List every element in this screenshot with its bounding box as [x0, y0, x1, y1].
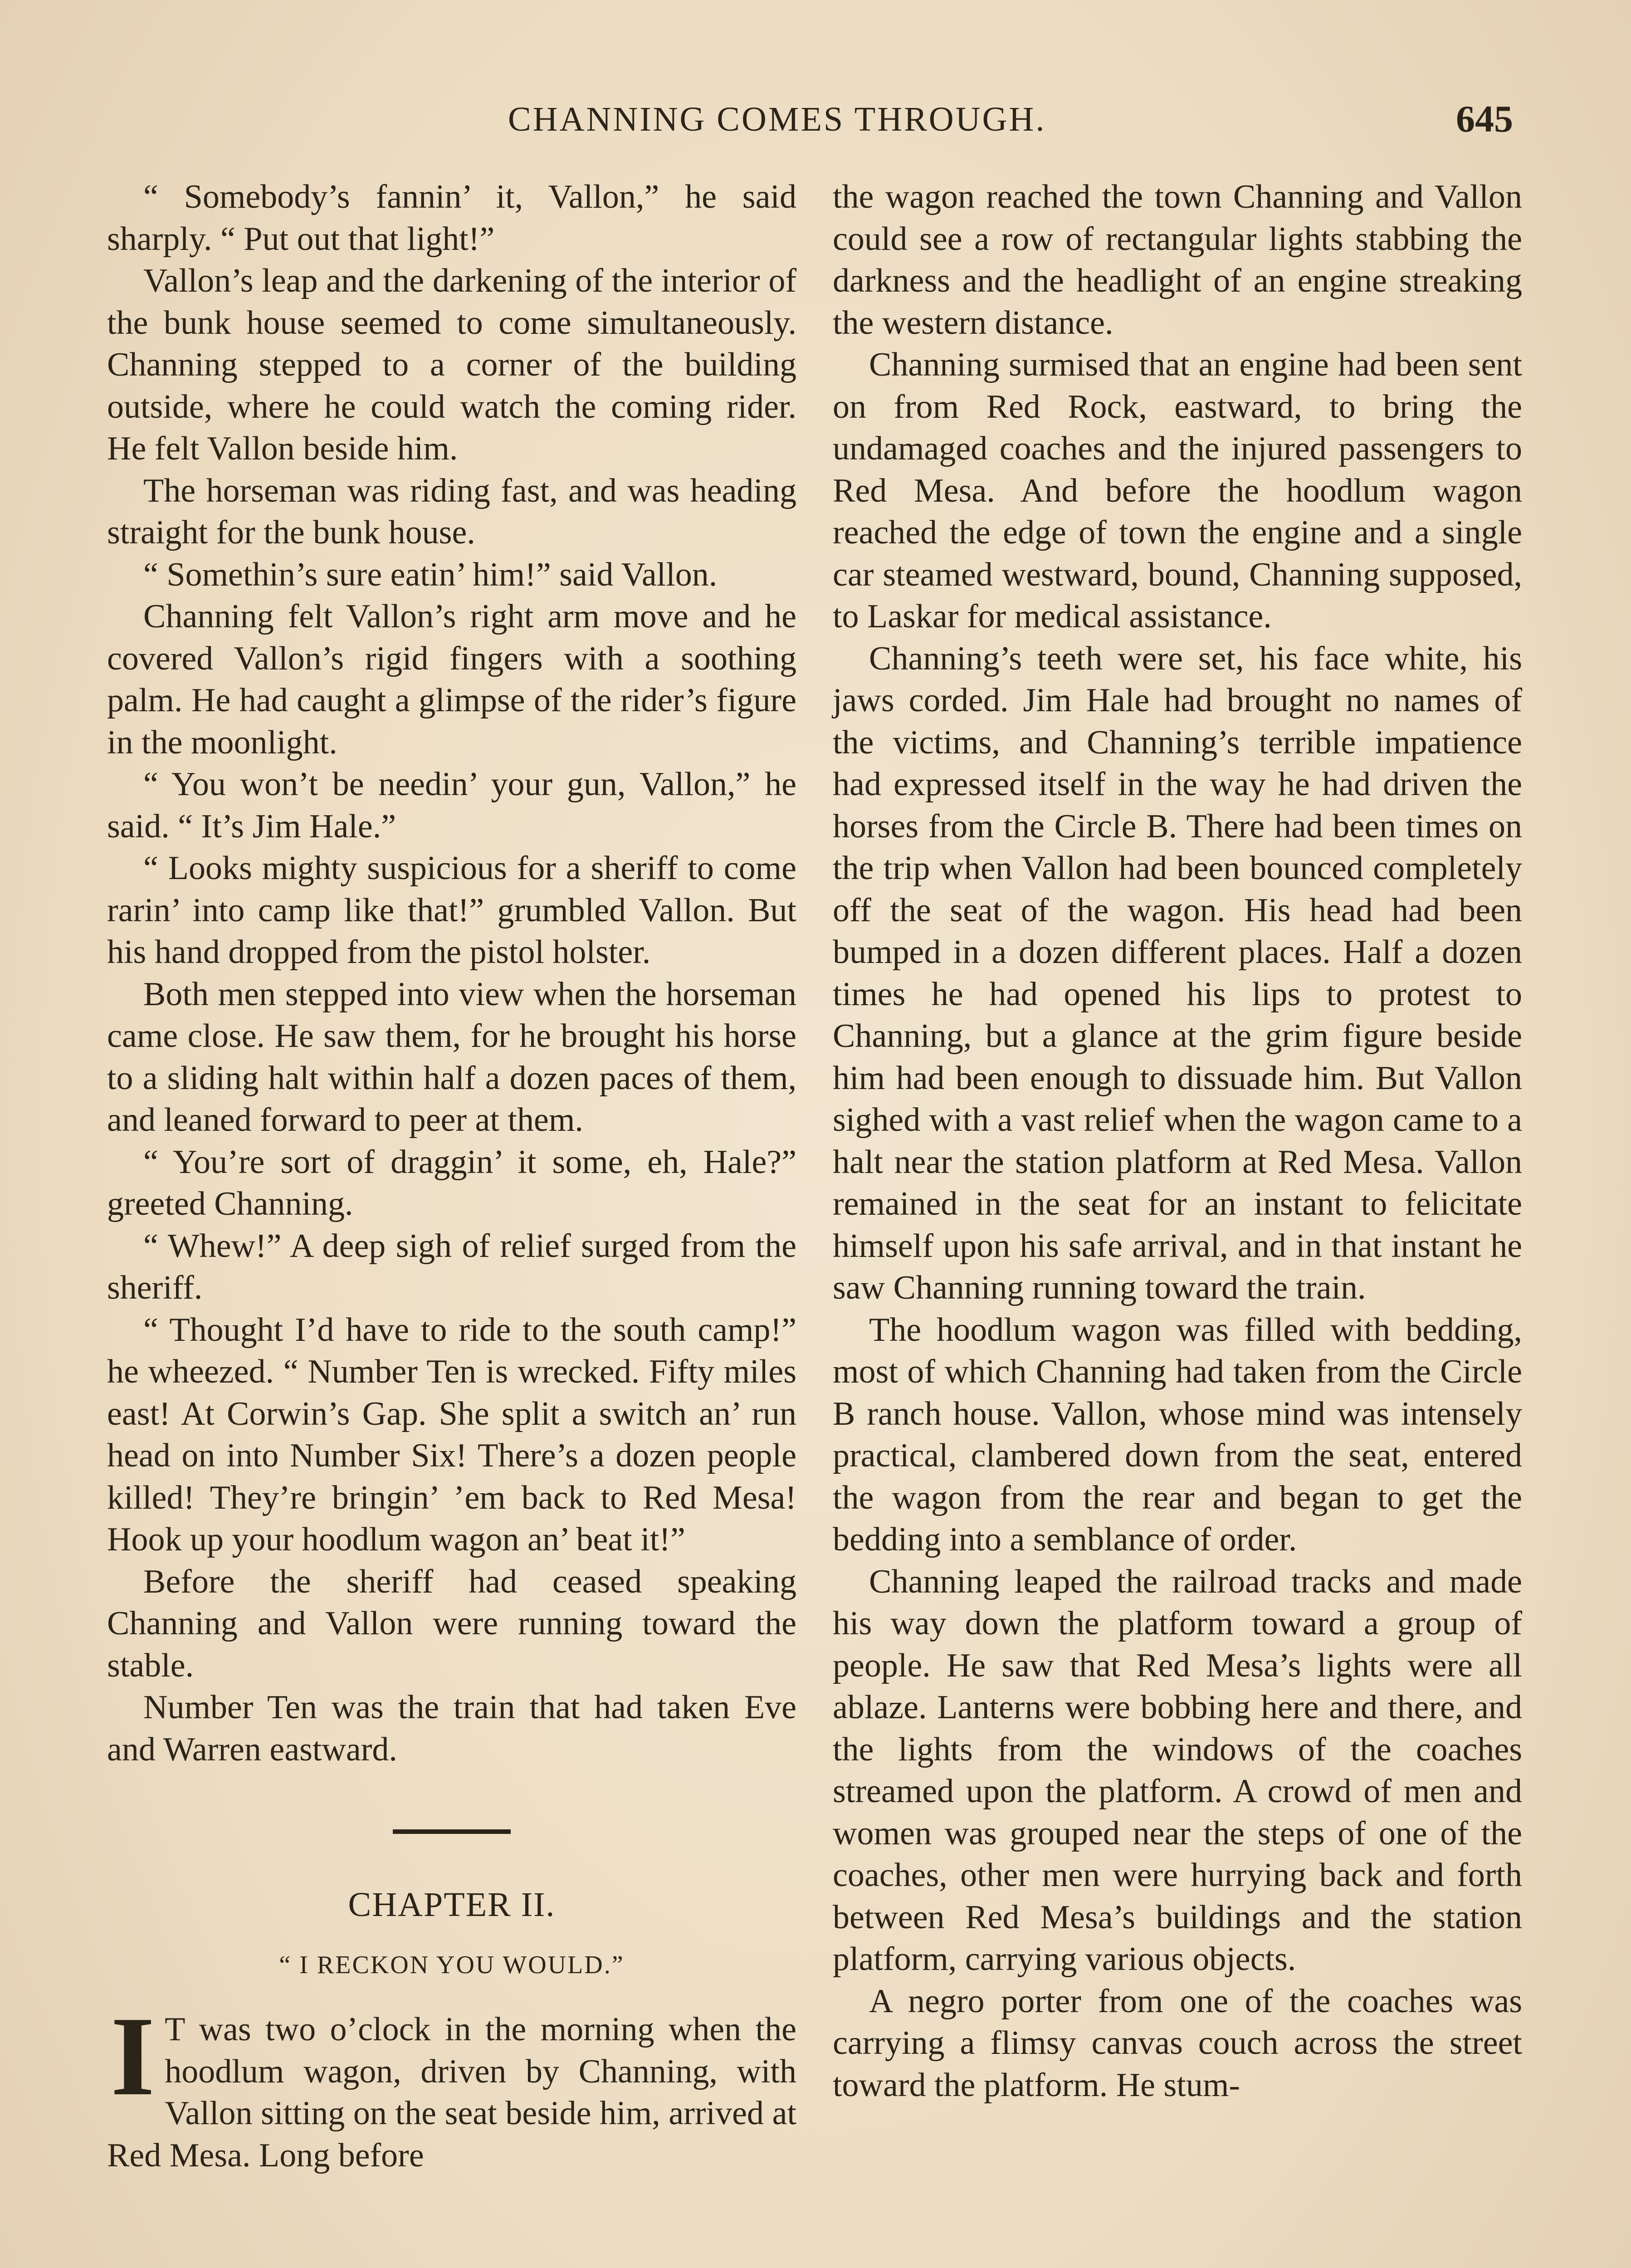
paragraph: “ You’re sort of draggin’ it some, eh, Hale?” greeted Channing.: [107, 1143, 796, 1222]
chapter-opening-text: T was two o’clock in the morning when the hoodlum wagon, driven by Channing, with Vallon sitting on the seat beside him, arrived at Red Mesa. Long before: [107, 2011, 796, 2174]
paragraph: Both men stepped into view when the horseman came close. He saw them, for he brought his horse to a sliding halt within half a dozen paces of them, and leaned forward to peer at them.: [107, 975, 796, 1139]
chapter-subtitle: “ I RECKON YOU WOULD.”: [279, 1950, 625, 1979]
paragraph: “ Somebody’s fannin’ it, Vallon,” he said sharply. “ Put out that light!”: [107, 178, 796, 258]
paragraph: Channing felt Vallon’s right arm move and he covered Vallon’s rigid fingers with a soothing palm. He had caught a glimpse of the rider’s figure in the moonlight.: [107, 598, 796, 761]
paragraph: The horseman was riding fast, and was heading straight for the bunk house.: [107, 472, 796, 551]
chapter-title: CHAPTER II.: [348, 1886, 556, 1924]
paragraph: “ Whew!” A deep sigh of relief surged from the sheriff.: [107, 1227, 796, 1306]
running-title: CHANNING COMES THROUGH.: [508, 100, 1046, 138]
paragraph: Number Ten was the train that had taken Eve and Warren eastward.: [107, 1689, 796, 1768]
paragraph: Channing’s teeth were set, his face white, his jaws corded. Jim Hale had brought no names of the victims, and Channing’s terrible impatience had expressed itself in the way he had driven the horses from the Circle B. There had been times on the trip when Vallon had been bounced completely off the seat of the wagon. His head had been bumped in a dozen different places. Half a dozen times he had opened his lips to protest to Channing, but a glance at the grim figure beside him had been enough to dissuade him. But Vallon sighed with a vast relief when the wagon came to a halt near the station platform at Red Mesa. Vallon remained in the seat for an instant to felicitate himself upon his safe arrival, and in that instant he saw Channing running toward the train.: [833, 640, 1522, 1306]
drop-cap: I: [111, 1994, 155, 2119]
page-header: [0, 91, 1631, 145]
left-column: [107, 176, 796, 2176]
paragraph: “ You won’t be needin’ your gun, Vallon,” he said. “ It’s Jim Hale.”: [107, 766, 796, 845]
paragraph: Before the sheriff had ceased speaking Channing and Vallon were running toward the stable.: [107, 1563, 796, 1684]
chapter-opening-paragraph: [107, 1994, 796, 2176]
paragraph: Channing surmised that an engine had been sent on from Red Rock, eastward, to bring the undamaged coaches and the injured passengers to Red Mesa. And before the hoodlum wagon reached the edge of town the engine and a single car steamed westward, bound, Channing supposed, to Laskar for medical assistance.: [833, 346, 1522, 635]
chapter-divider: [393, 1829, 511, 1834]
page-number: 645: [1456, 98, 1513, 140]
paragraph: “ Somethin’s sure eatin’ him!” said Vallon.: [143, 556, 718, 593]
paragraph: Channing leaped the railroad tracks and made his way down the platform toward a group of people. He saw that Red Mesa’s lights were all ablaze. Lanterns were bobbing here and there, and the lights from the windows of the coaches streamed upon the platform. A crowd of men and women was grouped near the steps of one of the coaches, other men were hurrying back and forth between Red Mesa’s buildings and the station platform, carrying various objects.: [833, 1563, 1522, 1978]
paragraph: “ Looks mighty suspicious for a sheriff to come rarin’ into camp like that!” grumbled Vallon. But his hand dropped from the pistol holster.: [107, 850, 796, 971]
paragraph: the wagon reached the town Channing and Vallon could see a row of rectangular lights stabbing the darkness and the headlight of an engine streaking the western distance.: [833, 178, 1522, 342]
paragraph: “ Thought I’d have to ride to the south camp!” he wheezed. “ Number Ten is wrecked. Fifty miles east! At Corwin’s Gap. She split a switch an’ run head on into Number Six! There’s a dozen people killed! They’re bringin’ ’em back to Red Mesa! Hook up your hoodlum wagon an’ beat it!”: [107, 1311, 796, 1558]
paragraph: The hoodlum wagon was filled with bedding, most of which Channing had taken from the Circle B ranch house. Vallon, whose mind was intensely practical, clambered down from the seat, entered the wagon from the rear and began to get the bedding into a semblance of order.: [833, 1311, 1522, 1558]
right-column: [833, 176, 1522, 2106]
paragraph: Vallon’s leap and the darkening of the interior of the bunk house seemed to come simultaneously. Channing stepped to a corner of the building outside, where he could watch the coming rider. He felt Vallon beside him.: [107, 262, 796, 467]
paragraph: A negro porter from one of the coaches was carrying a flimsy canvas couch across the street toward the platform. He stum-: [833, 1982, 1522, 2104]
